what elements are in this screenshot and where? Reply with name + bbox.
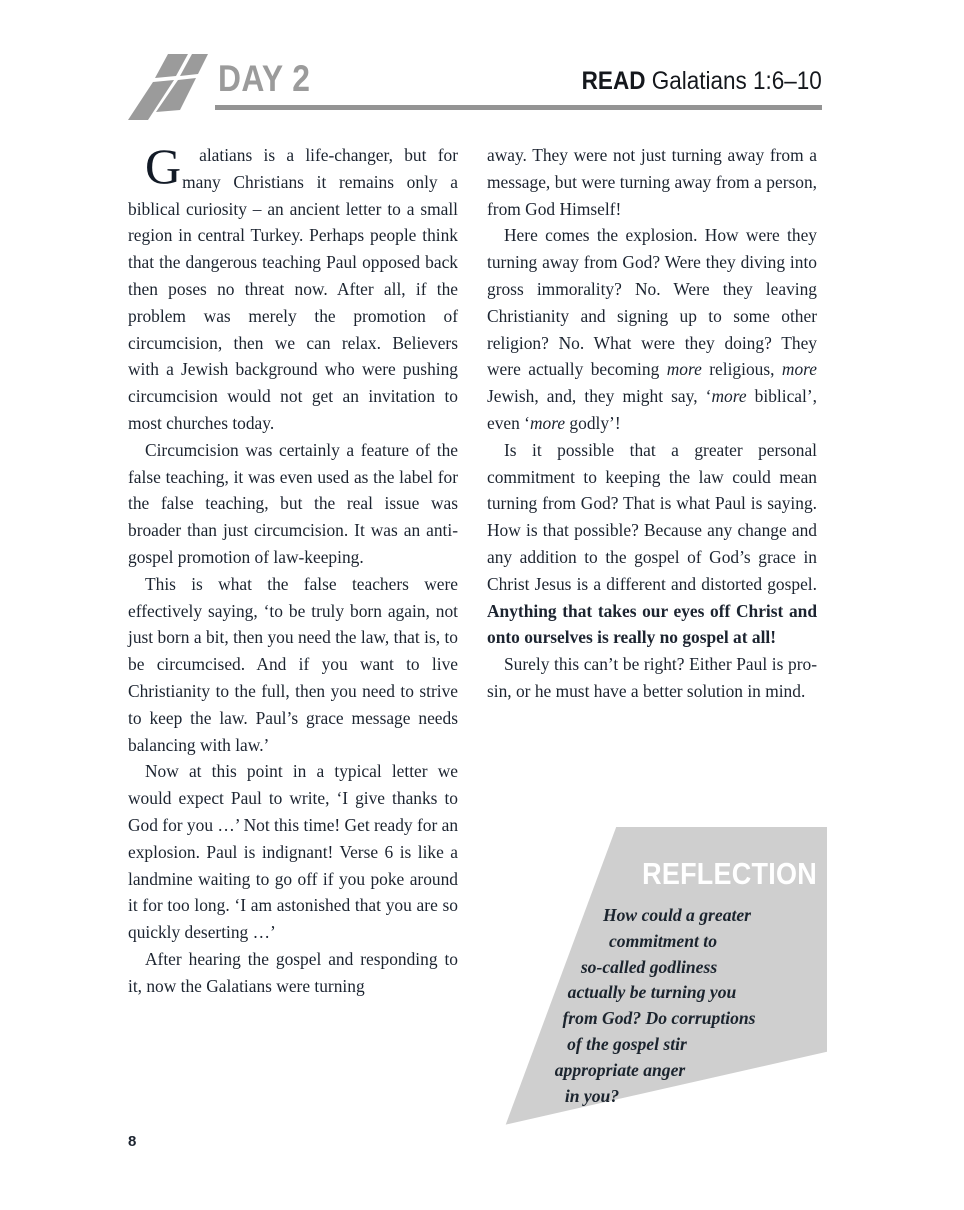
emphasis-more-2: more bbox=[781, 359, 818, 380]
reflection-body bbox=[505, 903, 807, 1109]
read-reference-block bbox=[582, 69, 822, 94]
paragraph-left-2: Circumcision was certainly a feature of the false teaching, it was even used as the label for the false teaching, but the real issue was broader than just circumcision. It was an anti-gospel promotion of law-keeping. bbox=[128, 439, 458, 567]
emphasis-more-4: more bbox=[529, 412, 566, 433]
body-column-left bbox=[128, 138, 459, 1000]
reflection-line-1: How could a greater bbox=[602, 905, 752, 925]
paragraph-right-2 bbox=[487, 222, 817, 436]
slanted-cross-mark-icon bbox=[128, 54, 220, 122]
paragraph-left-3: This is what the false teachers were effectively saying, ‘to be truly born again, not just born a bit, then you need the law, that is, to be circumcised. And if you want to live Christianity to the full, then you need to strive to keep the law. Paul’s grace message needs balancing with law.’ bbox=[128, 573, 458, 755]
paragraph-right-3-bold: Anything that takes our eyes off Christ and onto ourselves is really no gospel at all! bbox=[487, 600, 817, 648]
reflection-heading: REFLECTION bbox=[642, 856, 817, 891]
reflection-line-5: from God? Do corruptions bbox=[562, 1008, 756, 1029]
paragraph-left-5: After hearing the gospel and responding to it, now the Galatians were turning bbox=[128, 948, 458, 996]
drop-cap: G bbox=[145, 138, 182, 194]
paragraph-left-1-text: alatians is a life-changer, but for many Christians it remains only a biblical curiosity – an ancient letter to a small region in central Turkey. Perhaps people think that the dangerous teaching Paul opposed back then poses no threat now. After all, if the problem was merely the promotion of circumcision, then we can relax. Believers with a Jewish background who were pushing circumcision would not get an invitation to most churches today. bbox=[128, 145, 458, 433]
paragraph-right-2-part-d: biblical’, even ‘ bbox=[487, 386, 817, 433]
reflection-line-6: of the gospel stir bbox=[567, 1033, 687, 1054]
emphasis-more-1: more bbox=[666, 359, 702, 380]
day-title: DAY 2 bbox=[218, 58, 311, 99]
read-label: READ bbox=[581, 67, 646, 95]
paragraph-right-1: away. They were not just turning away from a message, but were turning away from a person, from God Himself! bbox=[487, 145, 817, 219]
reflection-line-8: in you? bbox=[564, 1085, 620, 1106]
paragraph-right-2-part-b: religious, bbox=[701, 359, 782, 380]
page-number: 8 bbox=[128, 1133, 137, 1150]
reflection-line-4: actually be turning you bbox=[567, 982, 737, 1003]
reflection-line-2: commitment to bbox=[608, 930, 717, 951]
paragraph-left-1 bbox=[128, 138, 458, 437]
body-column-right bbox=[487, 142, 817, 705]
header-divider bbox=[215, 105, 822, 110]
paragraph-right-2-part-c: Jewish, and, they might say, ‘ bbox=[487, 386, 712, 407]
page-header bbox=[128, 52, 822, 124]
emphasis-more-3: more bbox=[711, 386, 747, 407]
paragraph-right-3 bbox=[487, 437, 817, 651]
paragraph-right-2-part-e: godly’! bbox=[565, 412, 621, 433]
read-scripture-reference: Galatians 1:6–10 bbox=[651, 67, 822, 95]
paragraph-right-2-part-a: Here comes the explosion. How were they turning away from God? Were they diving into gross immorality? No. Were they leaving Christianity and signing up to some other religion? No. What were they doing? They were actually becoming bbox=[487, 225, 817, 380]
reflection-panel bbox=[487, 827, 827, 1137]
paragraph-left-4: Now at this point in a typical letter we would expect Paul to write, ‘I give thanks to God for you …’ Not this time! Get ready for an explosion. Paul is indignant! Verse 6 is like a landmine waiting to go off if you poke around it for too long. ‘I am astonished that you are so quickly deserting …’ bbox=[128, 761, 459, 943]
paragraph-right-3-text: Is it possible that a greater personal commitment to keeping the law could mean turning from God? That is what Paul is saying. How is that possible? Because any change and any addition to the gospel of God’s grace in Christ Jesus is a different and distorted gospel. bbox=[487, 439, 817, 594]
reflection-line-7: appropriate anger bbox=[554, 1059, 686, 1080]
reflection-line-3: so-called godliness bbox=[580, 956, 718, 977]
paragraph-right-4: Surely this can’t be right? Either Paul is pro-sin, or he must have a better solution in mind. bbox=[487, 654, 817, 701]
